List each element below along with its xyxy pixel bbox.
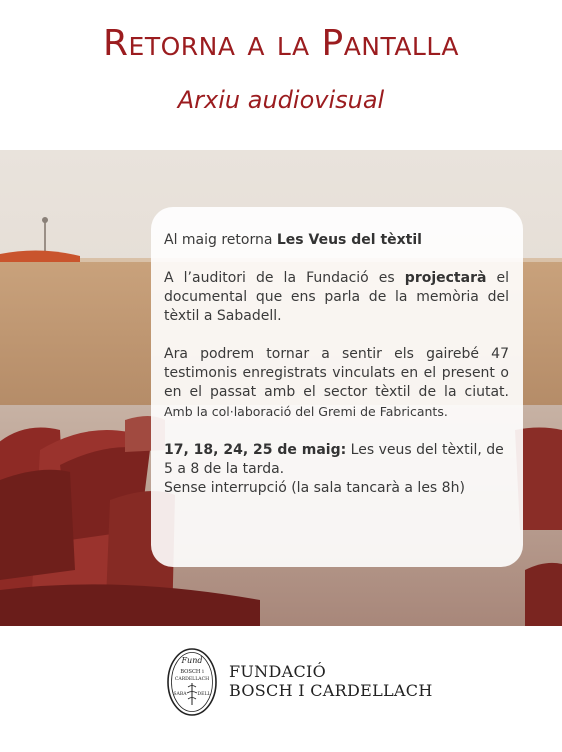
screening-prefix: A l’auditori de la Fundació es (164, 270, 405, 286)
svg-text:CARDELLACH: CARDELLACH (174, 677, 210, 682)
testimonies-paragraph (164, 345, 509, 422)
foundation-name-line1: FUNDACIÓ (229, 662, 327, 681)
page-title (0, 23, 562, 64)
title-text: Retorna a la Pantalla (103, 23, 459, 64)
foundation-name-line2: BOSCH I CARDELLACH (229, 681, 433, 700)
collaboration-text: Amb la col·laboració del Gremi de Fabricants (164, 404, 444, 419)
screening-dates: 17, 18, 24, 25 de maig: (164, 442, 347, 458)
svg-text:BOSCH i: BOSCH i (180, 669, 204, 675)
intro-prefix: Al maig retorna (164, 232, 277, 248)
screening-schedule: Les veus del tèxtil, de 5 a 8 de la tarda. (164, 442, 504, 477)
screening-paragraph (164, 269, 509, 326)
note-line: Sense interrupció (la sala tancarà a les 8h) (164, 480, 465, 496)
collaboration-period: . (443, 404, 448, 419)
dates-paragraph (164, 441, 509, 479)
svg-text:DELL: DELL (197, 692, 211, 697)
page-subtitle: Arxiu audiovisual (177, 86, 385, 114)
film-title: Les Veus del tèxtil (276, 232, 422, 248)
svg-text:Fund: Fund (181, 656, 203, 665)
foundation-seal-logo (166, 647, 218, 717)
screening-verb: projectarà (404, 270, 487, 286)
testimonies-text: Ara podrem tornar a sentir els gairebé 47 testimonis enregistrats vinculats en el present o en el passat amb el sector tèxtil de la ciutat. (164, 346, 509, 400)
intro-line (164, 231, 509, 250)
svg-text:SABA: SABA (173, 692, 187, 697)
header (0, 0, 562, 150)
info-card (151, 207, 523, 567)
screening-suffix: el documental que ens parla de la memòria del tèxtil a Sabadell. (164, 270, 510, 324)
